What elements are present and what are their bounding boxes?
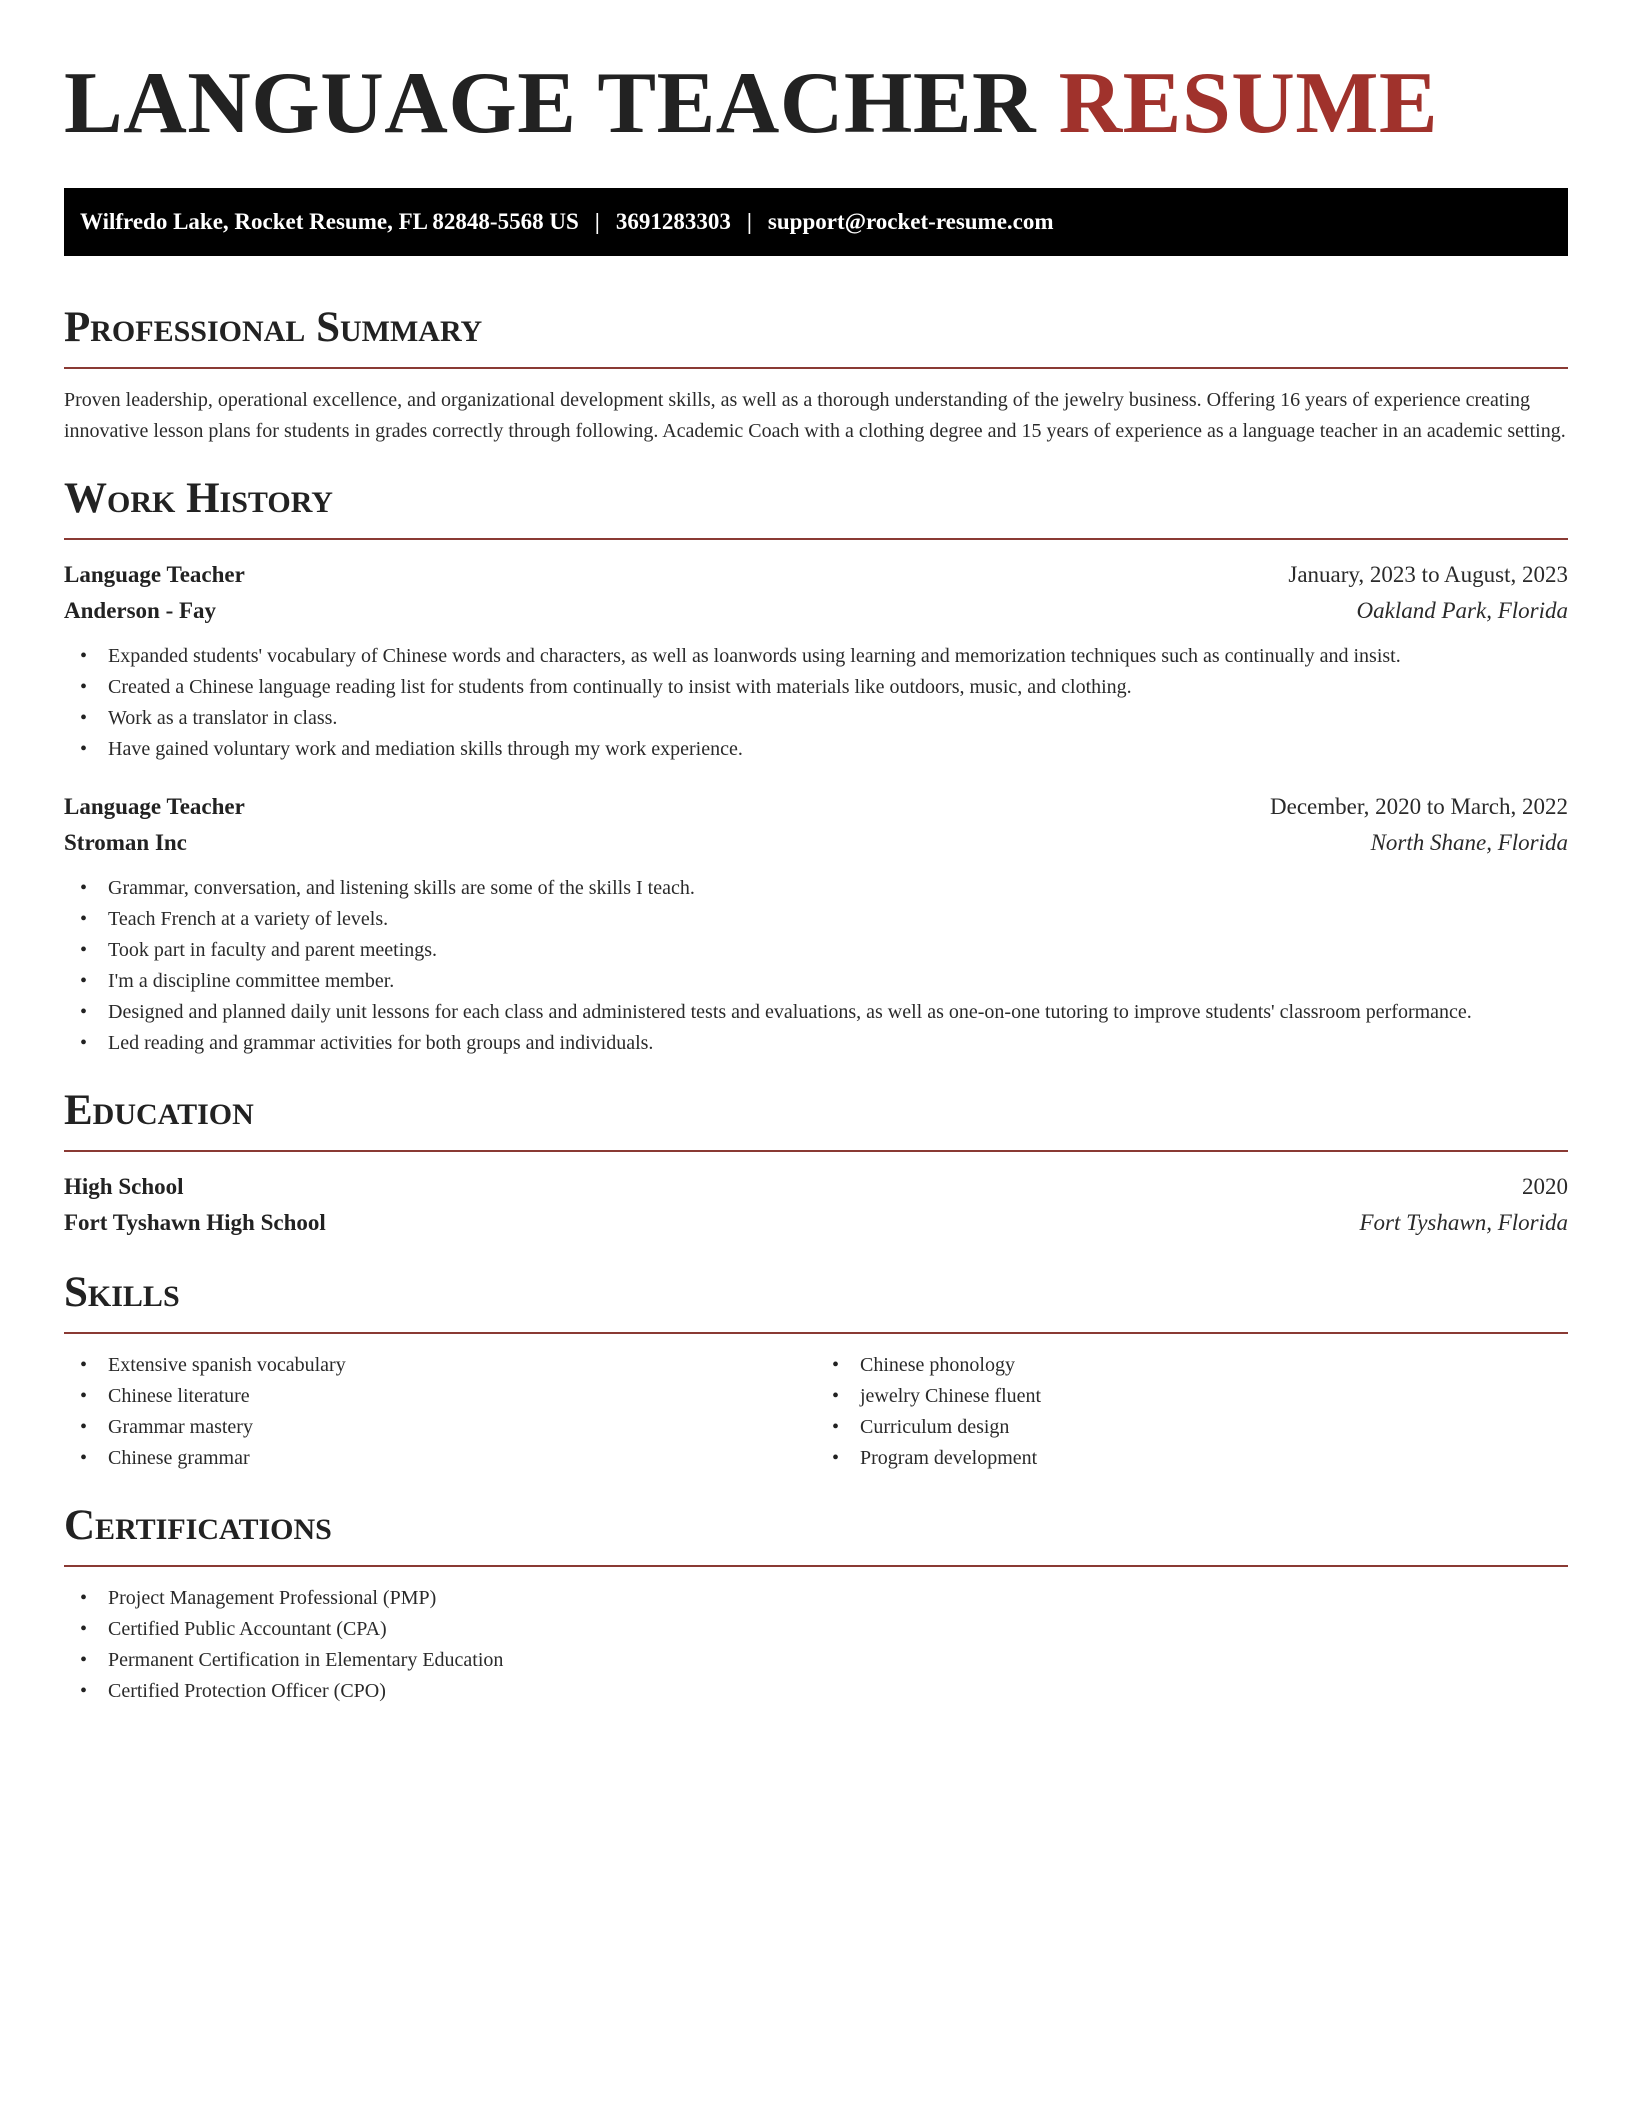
list-item: • Work as a translator in class. [64, 703, 1568, 734]
work-history-heading: Work History [64, 475, 333, 522]
list-item: • jewelry Chinese fluent [816, 1381, 1568, 1412]
summary-section [64, 302, 1568, 447]
education-heading: Education [64, 1087, 254, 1134]
job-company: Stroman Inc [64, 830, 187, 855]
resume-title [64, 0, 1568, 150]
skills-grid [64, 1350, 1568, 1474]
job-entry [64, 789, 1568, 1059]
contact-bar [64, 188, 1568, 256]
job-title-row [64, 789, 1568, 825]
job-title-row [64, 557, 1568, 593]
job-title: Language Teacher [64, 562, 245, 587]
list-item: • Permanent Certification in Elementary Education [64, 1645, 1568, 1676]
summary-heading: Professional Summary [64, 304, 483, 351]
title-accent: RESUME [1058, 55, 1439, 152]
skills-list-left [64, 1350, 816, 1474]
list-item: • Project Management Professional (PMP) [64, 1583, 1568, 1614]
education-year: 2020 [1522, 1174, 1568, 1199]
title-main: LANGUAGE TEACHER [64, 55, 1037, 152]
list-item: • Chinese phonology [816, 1350, 1568, 1381]
list-item: • Grammar, conversation, and listening skills are some of the skills I teach. [64, 873, 1568, 904]
list-item: • Led reading and grammar activities for both groups and individuals. [64, 1028, 1568, 1059]
skills-heading: Skills [64, 1269, 180, 1316]
section-divider [64, 1150, 1568, 1152]
education-location: Fort Tyshawn, Florida [1359, 1210, 1568, 1235]
job-title: Language Teacher [64, 794, 245, 819]
certifications-list [64, 1583, 1568, 1707]
list-item: • Grammar mastery [64, 1412, 816, 1443]
job-location: Oakland Park, Florida [1356, 598, 1568, 623]
education-entry [64, 1169, 1568, 1241]
list-item: • Certified Public Accountant (CPA) [64, 1614, 1568, 1645]
skills-list-right [816, 1350, 1568, 1474]
list-item: • Teach French at a variety of levels. [64, 904, 1568, 935]
job-duties-list [64, 873, 1568, 1059]
contact-address: Wilfredo Lake, Rocket Resume, FL 82848-5568 US [80, 209, 579, 234]
contact-email[interactable]: support@rocket-resume.com [767, 209, 1054, 234]
job-location: North Shane, Florida [1370, 830, 1568, 855]
certifications-heading: Certifications [64, 1502, 332, 1549]
job-company: Anderson - Fay [64, 598, 217, 623]
section-divider [64, 367, 1568, 369]
list-item: • I'm a discipline committee member. [64, 966, 1568, 997]
list-item: • Designed and planned daily unit lessons for each class and administered tests and evaluations, as well as one-on-one tutoring to improve students' classroom performance. [64, 997, 1568, 1028]
section-divider [64, 1332, 1568, 1334]
job-company-row [64, 593, 1568, 629]
section-divider [64, 538, 1568, 540]
education-degree: High School [64, 1174, 184, 1199]
job-company-row [64, 825, 1568, 861]
education-section [64, 1085, 1568, 1241]
work-history-section [64, 473, 1568, 1059]
contact-separator: | [594, 209, 600, 234]
list-item: • Certified Protection Officer (CPO) [64, 1676, 1568, 1707]
list-item: • Extensive spanish vocabulary [64, 1350, 816, 1381]
job-duties-list [64, 641, 1568, 765]
list-item: • Created a Chinese language reading list for students from continually to insist with materials like outdoors, music, and clothing. [64, 672, 1568, 703]
contact-phone: 3691283303 [615, 209, 731, 234]
education-degree-row [64, 1169, 1568, 1205]
list-item: • Took part in faculty and parent meetings. [64, 935, 1568, 966]
job-dates: January, 2023 to August, 2023 [1288, 562, 1568, 587]
list-item: • Chinese grammar [64, 1443, 816, 1474]
section-divider [64, 1565, 1568, 1567]
list-item: • Program development [816, 1443, 1568, 1474]
certifications-section [64, 1500, 1568, 1707]
job-dates: December, 2020 to March, 2022 [1270, 794, 1568, 819]
list-item: • Expanded students' vocabulary of Chinese words and characters, as well as loanwords using learning and memorization techniques such as continually and insist. [64, 641, 1568, 672]
list-item: • Curriculum design [816, 1412, 1568, 1443]
list-item: • Chinese literature [64, 1381, 816, 1412]
job-entry [64, 557, 1568, 765]
contact-separator: | [746, 209, 752, 234]
education-school-row [64, 1205, 1568, 1241]
education-school: Fort Tyshawn High School [64, 1210, 326, 1235]
list-item: • Have gained voluntary work and mediation skills through my work experience. [64, 734, 1568, 765]
summary-text: Proven leadership, operational excellence, and organizational development skills, as well as a thorough understanding of the jewelry business. Offering 16 years of experience creating innovative lesson plans for students in grades correctly through following. Academic Coach with a clothing degree and 15 years of experience as a language teacher in an academic setting. [64, 389, 1566, 442]
skills-section [64, 1267, 1568, 1474]
